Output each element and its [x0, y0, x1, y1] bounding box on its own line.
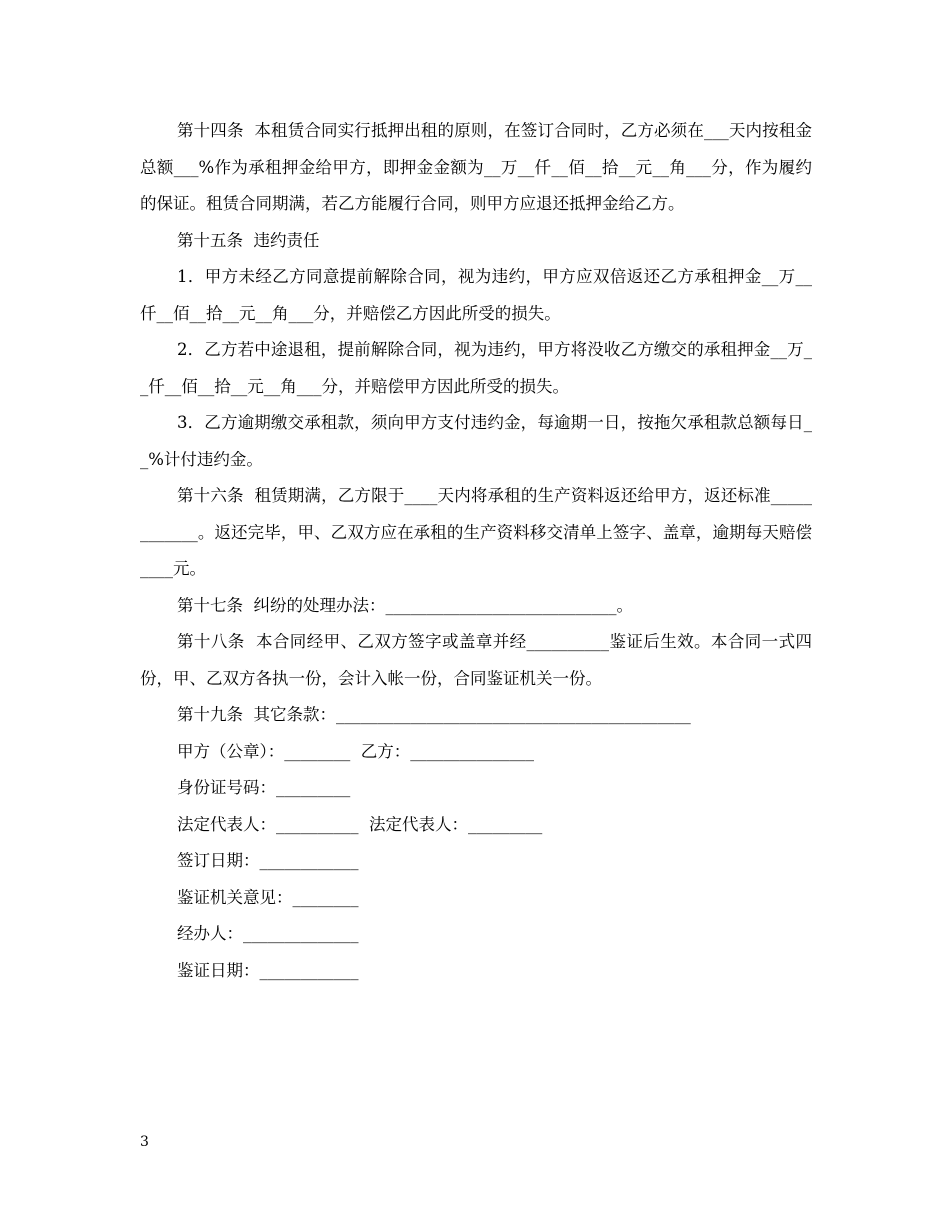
signature-id-line: 身份证号码：_________ — [177, 778, 351, 797]
article-16: 第十六条 租赁期满，乙方限于____天内将承租的生产资料返还给甲方，返还标准____________。返还完毕，甲、乙双方应在承租的生产资料移交清单上签字、盖章，逾期每天赔偿____元。 — [140, 486, 812, 578]
article-15-item-2: 2．乙方若中途退租，提前解除合同，视为违约，甲方将没收乙方缴交的承租押金__万__仟__佰__拾__元__角___分，并赔偿甲方因此所受的损失。 — [140, 340, 812, 396]
notary-opinion-line: 鉴证机关意见：________ — [177, 887, 359, 907]
article-17: 第十七条 纠纷的处理办法：____________________________。 — [177, 595, 633, 615]
handler-line: 经办人：______________ — [177, 924, 359, 943]
page-number: 3 — [140, 1134, 149, 1150]
document-body — [140, 113, 812, 989]
signature-representative-line: 法定代表人：__________ 法定代表人：_________ — [177, 814, 543, 834]
signature-date-line: 签订日期：____________ — [177, 851, 359, 870]
article-15-heading: 第十五条 违约责任 — [177, 230, 320, 250]
signature-block — [140, 734, 812, 990]
notary-date-line: 鉴证日期：____________ — [177, 960, 359, 980]
signature-party-line: 甲方（公章）：________ 乙方：_______________ — [177, 741, 534, 761]
article-14: 第十四条 本租赁合同实行抵押出租的原则，在签订合同时，乙方必须在___天内按租金总额___%作为承租押金给甲方，即押金金额为__万__仟__佰__拾__元__角___分，作为履约的保证。租赁合同期满，若乙方能履行合同，则甲方应退还抵押金给乙方。 — [140, 121, 812, 213]
article-18: 第十八条 本合同经甲、乙双方签字或盖章并经__________鉴证后生效。本合同一式四份，甲、乙双方各执一份，会计入帐一份，合同鉴证机关一份。 — [140, 632, 812, 688]
article-15-item-1: 1．甲方未经乙方同意提前解除合同，视为违约，甲方应双倍返还乙方承租押金__万__仟__佰__拾__元__角___分，并赔偿乙方因此所受的损失。 — [140, 267, 812, 323]
article-15-item-3: 3．乙方逾期缴交承租款，须向甲方支付违约金，每逾期一日，按拖欠承租款总额每日__%计付违约金。 — [140, 413, 812, 469]
article-19: 第十九条 其它条款：___________________________________________ — [177, 705, 691, 724]
